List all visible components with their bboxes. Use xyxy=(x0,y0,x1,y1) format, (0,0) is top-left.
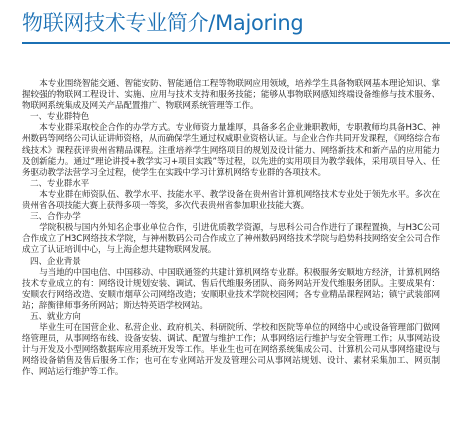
section-heading: 五、就业方向 xyxy=(30,311,81,322)
body-paragraph: 本专业围绕智能交通、智能安防、智能通信工程等物联网应用领域，培养学生具备物联网基本理论知识、掌握较强的物联网工程设计、实施、应用与技术支持和服务技能；能够从事物联网感知终端设备维修与技术服务、物联网系统集成及网关产品配置推广、物联网系统管理等工作。 xyxy=(22,79,440,112)
section-heading: 三、合作办学 xyxy=(30,212,81,223)
body-paragraph: 学院积极与国内外知名企事业单位合作，引进优质教学资源，与思科公司合作进行了课程置换，与H3C公司合作成立了H3C网络技术学院，与神州数码公司合作成立了神州数码网络技术学院与趋势科技网络安全公司合作成立了认证培训中心，与上海企想共建物联网发展。 xyxy=(22,223,440,256)
body-paragraph: 本专业群采取校企合作的办学方式。专业师资力量雄厚，具备多名企业兼职教师，专职教师均具备H3C、神州数码等网络公司认证讲师资格，从而确保学生通过权威职业资格认证。与企业合作共同开发课程，《网络综合布线技术》课程获评贵州省精品课程。注重培养学生网络项目的规划及设计能力、网络新技术和新产品的应用能力及创新能力。通过“理论讲授+教学实习+项目实践”等过程，以先进的实用项目为教学载体，采用项目导入、任务驱动教学法营学习全过程，使学生在实践中学习计算机网络专业群的各项技术。 xyxy=(22,123,440,178)
title-underline xyxy=(22,42,450,44)
body-paragraph: 本专业群在师资队伍、教学水平、技能水平、教学设备在贵州省计算机网络技术专业处于领先水平。多次在贵州省各项技能大赛上获得多项一等奖，多次代表贵州省参加职业技能大赛。 xyxy=(22,189,440,212)
body-paragraph: 与当地的中国电信、中国移动、中国联通签约共建计算机网络专业群。积极服务安顺地方经济，计算机网络技术专业成立的有：网络设计规划安装、调试、售后代维服务团队、商务网站开发代维服务团队。主要成果有：安顺农行网络改造、安顺市烟草公司网络改造；安顺职业技术学院校园网；各专业精品课程网站；镇宁武装部网站；辞衡律师事务所网站；斯达特英语学校网站。 xyxy=(22,267,440,311)
document-body xyxy=(22,79,440,379)
section-heading: 一、专业群特色 xyxy=(30,112,90,123)
section-heading: 四、企业背景 xyxy=(30,256,81,267)
page-title: 物联网技术专业简介/Majoring xyxy=(22,11,304,35)
section-heading: 二、专业群水平 xyxy=(30,178,90,189)
body-paragraph: 毕业生可在国营企业、私营企业、政府机关、科研院所、学校和医院等单位的网络中心或设备管理部门做网络管理员，从事网络布线、设备安装、调试、配置与维护工作；从事网络运行维护与安全管理工作；从事网站设计与开发及小型网络数据库应用系统开发等工作。毕业生也可在网络系统集成公司、计算机公司从事网络建设与网络设备销售及售后服务工作；也可在专业网站开发及管理公司从事网站规划、设计、素材采集加工、网页制作、网站运行维护等工作。 xyxy=(22,323,440,378)
